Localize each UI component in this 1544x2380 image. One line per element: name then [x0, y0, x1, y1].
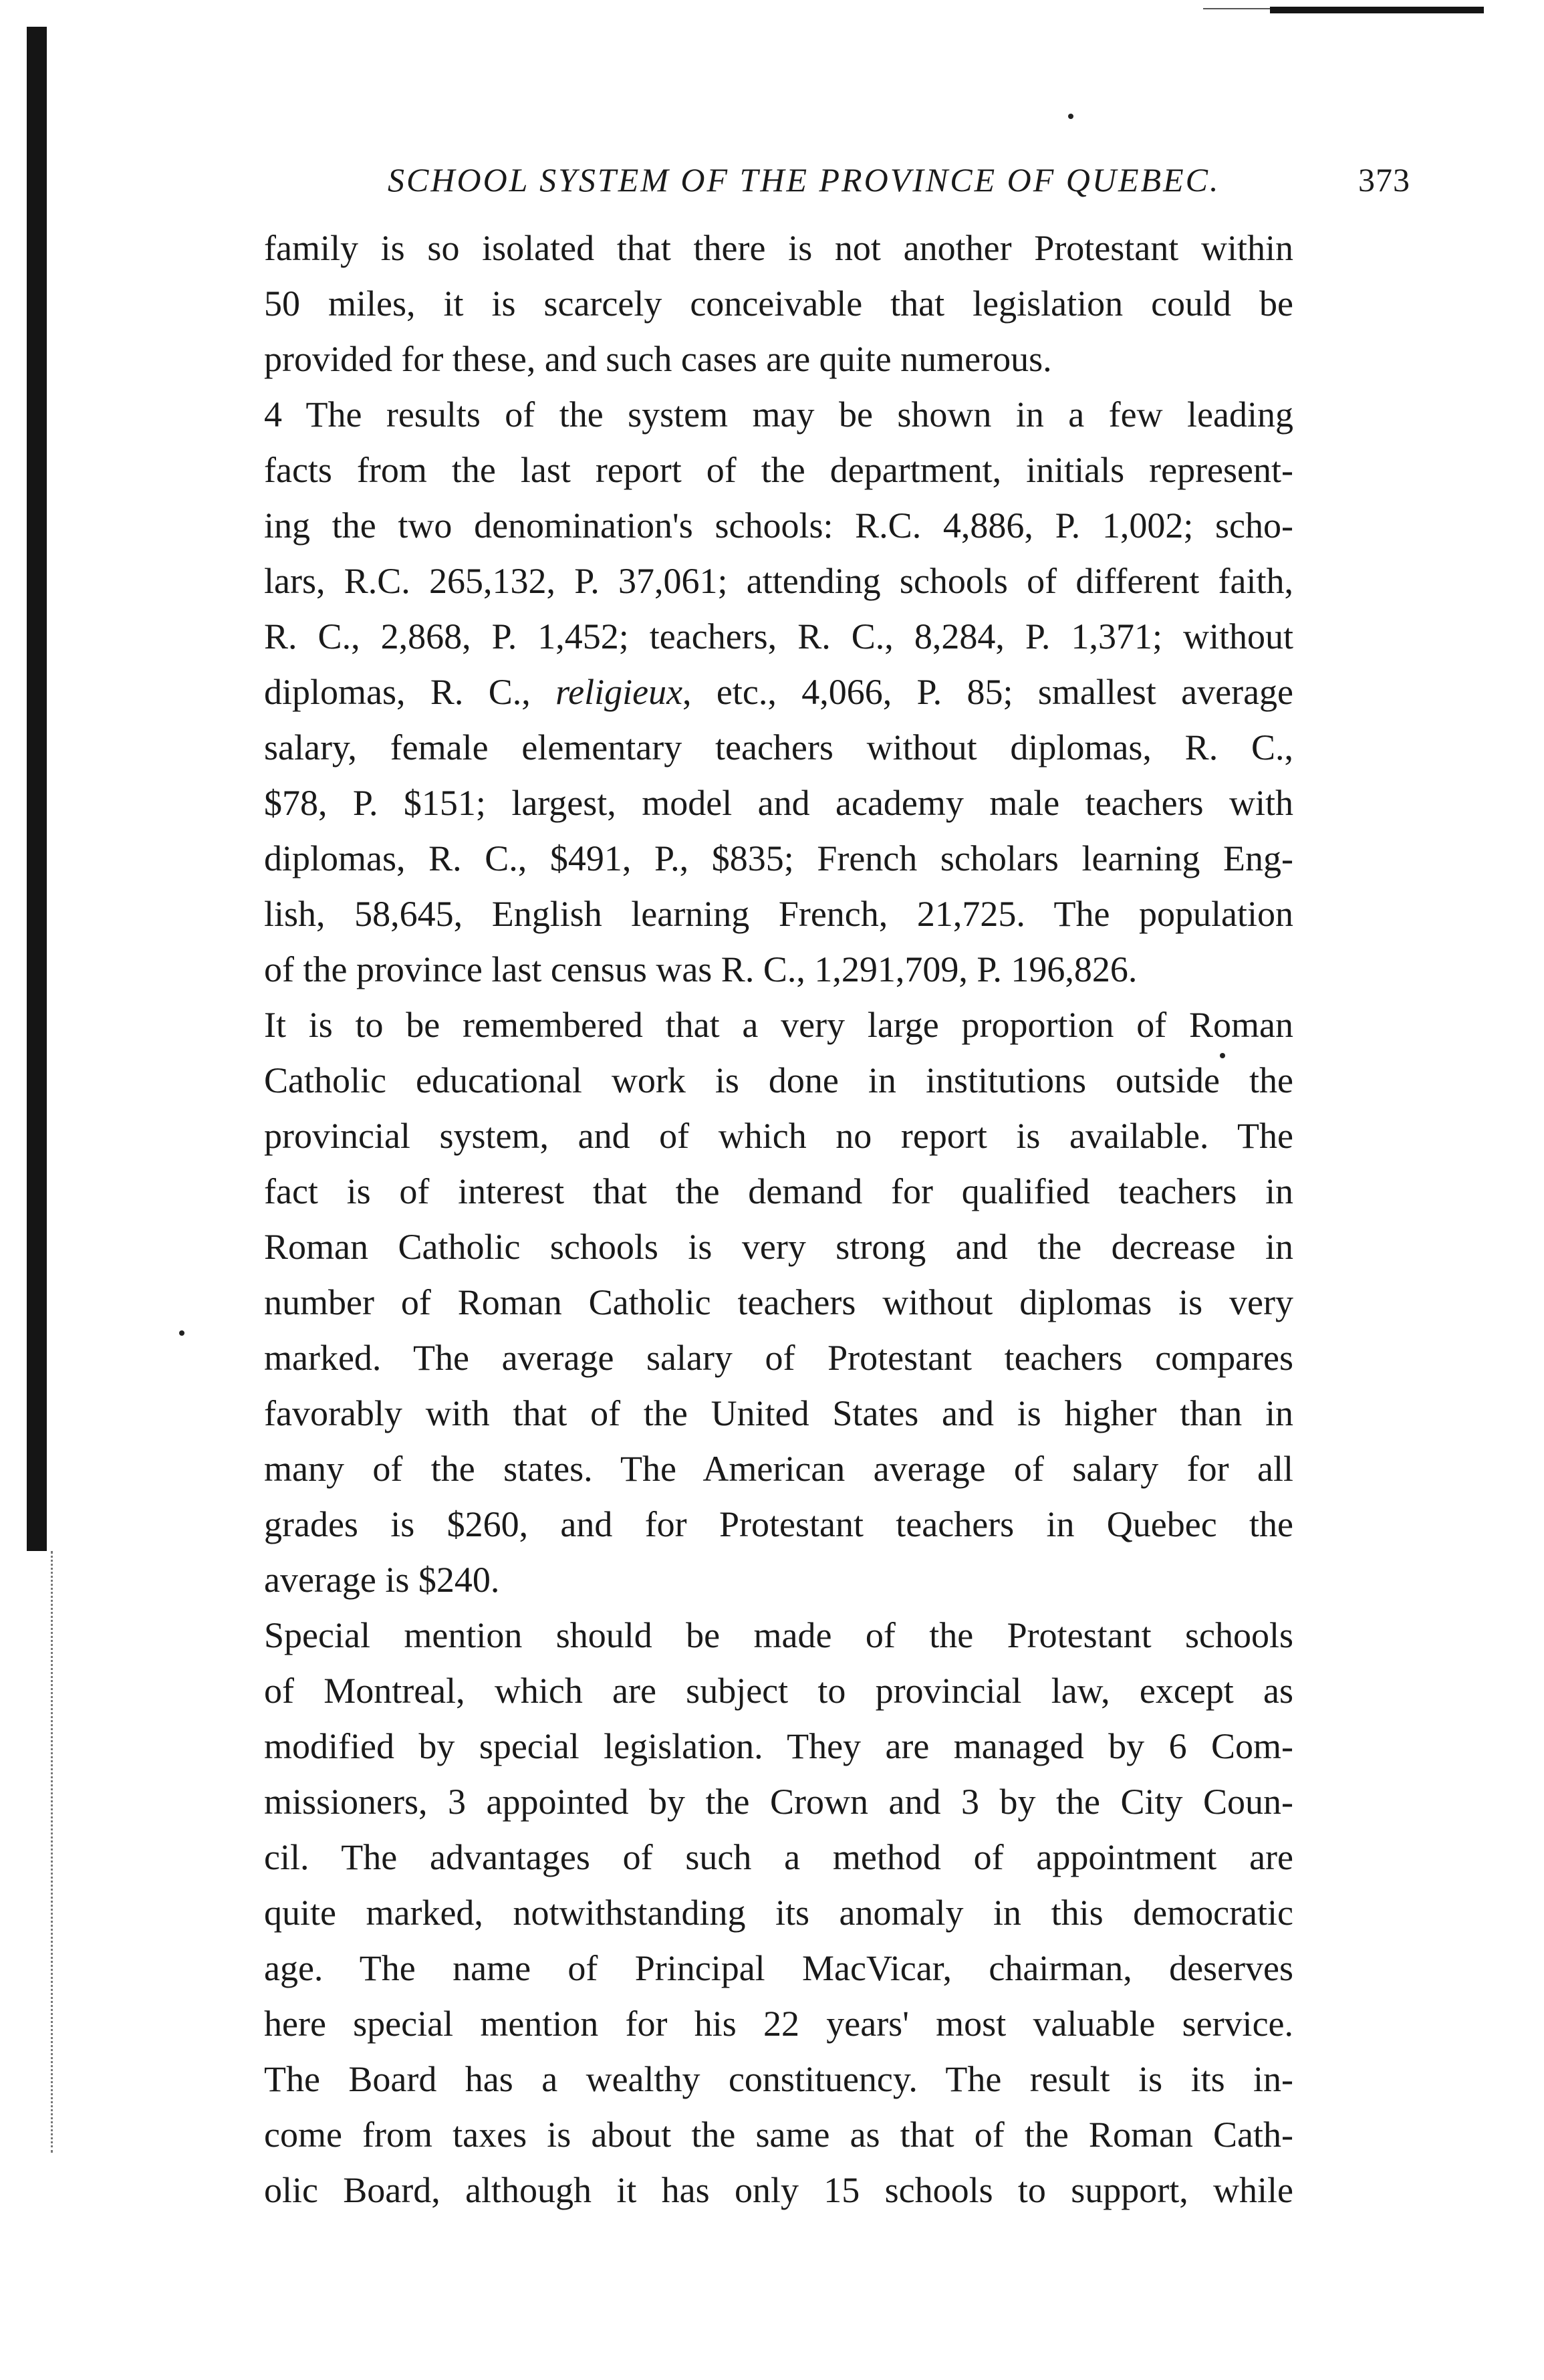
text-line: provided for these, and such cases are quite numerous.: [264, 339, 1052, 379]
text-line: Special mention should be made of the Protestant schools: [264, 1615, 1293, 1655]
italic-word: religieux: [555, 672, 683, 712]
text-line: lish, 58,645, English learning French, 21,725. The population: [264, 894, 1293, 934]
text-line: grades is $260, and for Protestant teachers in Quebec the: [264, 1504, 1293, 1544]
text-line: many of the states. The American average of salary for all: [264, 1449, 1293, 1489]
text-line: R. C., 2,868, P. 1,452; teachers, R. C., 8,284, P. 1,371; without: [264, 616, 1293, 657]
text-line: diplomas, R. C., religieux, etc., 4,066, P. 85; smallest average: [264, 672, 1294, 712]
text-line: age. The name of Principal MacVicar, chairman, deserves: [264, 1948, 1293, 1988]
text-line: family is so isolated that there is not another Protestant within: [264, 228, 1293, 268]
text-line: provincial system, and of which no report is available. The: [264, 1116, 1293, 1156]
page-number: 373: [1358, 161, 1410, 199]
text-line: fact is of interest that the demand for qualified teachers in: [264, 1171, 1293, 1211]
text-line: facts from the last report of the department, initials represent-: [264, 450, 1293, 490]
text-line: missioners, 3 appointed by the Crown and 3 by the City Coun-: [264, 1782, 1293, 1822]
text-line: lars, R.C. 265,132, P. 37,061; attending schools of different faith,: [264, 561, 1293, 601]
text-line: cil. The advantages of such a method of appointment are: [264, 1837, 1293, 1877]
text-line: diplomas, R. C., $491, P., $835; French scholars learning Eng-: [264, 838, 1293, 878]
text-line: quite marked, notwithstanding its anomaly in this democratic: [264, 1893, 1293, 1933]
text-line: of Montreal, which are subject to provincial law, except as: [264, 1671, 1293, 1711]
text-line: average is $240.: [264, 1560, 500, 1600]
scan-top-rule: [1270, 7, 1484, 13]
text-line: favorably with that of the United States and is higher than in: [264, 1393, 1293, 1433]
text-line: olic Board, although it has only 15 schools to support, while: [264, 2170, 1293, 2210]
text-line: modified by special legislation. They are managed by 6 Com-: [264, 1726, 1293, 1766]
text-line: come from taxes is about the same as that of the Roman Cath-: [264, 2115, 1293, 2155]
scan-top-rule-thin: [1203, 8, 1270, 9]
body-text: [264, 221, 1293, 2218]
text-line: of the province last census was R. C., 1,291,709, P. 196,826.: [264, 949, 1138, 989]
scan-speck: [179, 1330, 184, 1336]
text-line: 4 The results of the system may be shown in a few leading: [264, 394, 1293, 435]
text-line: ing the two denomination's schools: R.C. 4,886, P. 1,002; scho-: [264, 505, 1293, 546]
text-line: $78, P. $151; largest, model and academy male teachers with: [264, 783, 1293, 823]
running-head: [388, 160, 1410, 214]
text-line: It is to be remembered that a very large proportion of Roman: [264, 1005, 1293, 1045]
text-line: Catholic educational work is done in institutions outside the: [264, 1060, 1293, 1100]
text-line: 50 miles, it is scarcely conceivable that legislation could be: [264, 283, 1293, 324]
text-line: here special mention for his 22 years' most valuable service.: [264, 2004, 1293, 2044]
text-line: Roman Catholic schools is very strong and the decrease in: [264, 1227, 1293, 1267]
running-head-title: SCHOOL SYSTEM OF THE PROVINCE OF QUEBEC.: [388, 161, 1220, 199]
text-line: The Board has a wealthy constituency. The result is its in-: [264, 2059, 1293, 2099]
scan-binding-edge: [27, 27, 47, 1551]
text-line: salary, female elementary teachers without diplomas, R. C.,: [264, 727, 1293, 767]
scan-binding-dots: [51, 1551, 55, 2153]
scan-speck: [1068, 114, 1073, 119]
text-line: number of Roman Catholic teachers without diplomas is very: [264, 1282, 1293, 1322]
text-line: marked. The average salary of Protestant teachers compares: [264, 1338, 1293, 1378]
